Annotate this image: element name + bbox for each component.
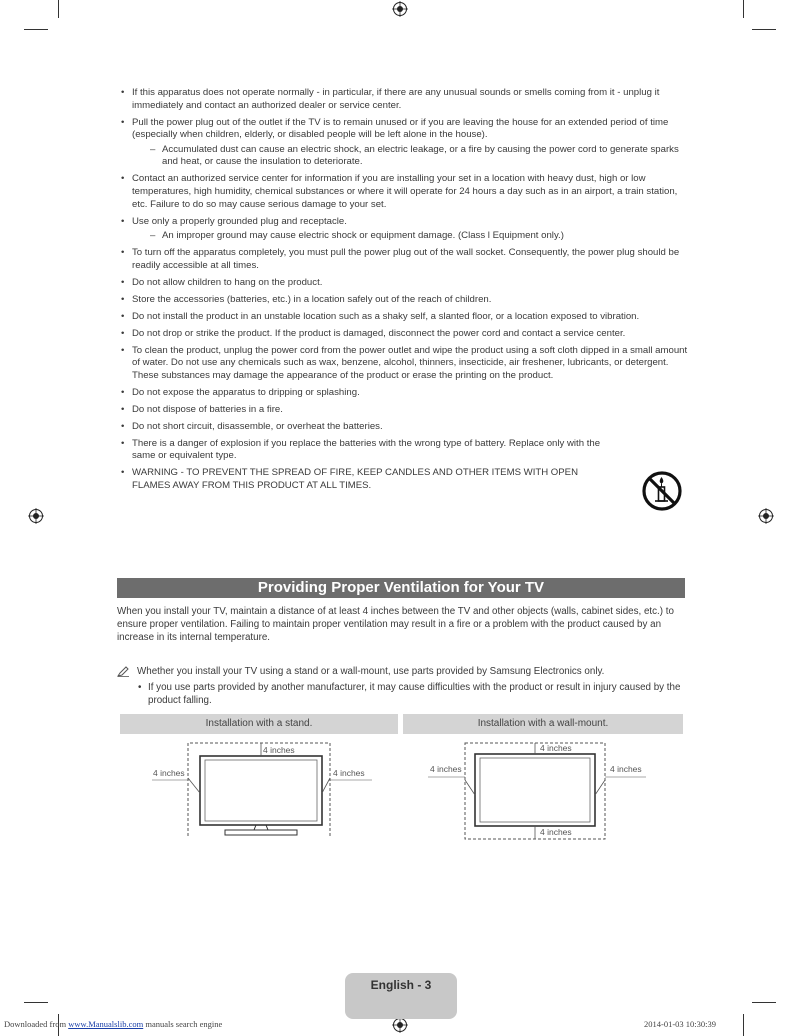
safety-instructions <box>118 87 688 497</box>
crop-mark <box>752 1002 776 1003</box>
bullet-item: • Contact an authorized service center for information if you are installing your set in a location with heavy dust, high or low temperatures, high humidity, chemical substances or where it will operate for 24 hours a day such as in an airport, a train station, etc. Failure to do so may cause serious damage to your set. <box>118 173 688 211</box>
bullet-item: • Do not install the product in an unstable location such as a shaky self, a slanted floor, or a location exposed to vibration. <box>118 311 688 324</box>
note-line: Whether you install your TV using a stand or a wall-mount, use parts provided by Samsung Electronics only. <box>117 665 689 678</box>
manualslib-link[interactable]: www.Manualslib.com <box>68 1019 144 1029</box>
bullet-item: • Pull the power plug out of the outlet if the TV is to remain unused or if you are leaving the house for an extended period of time (especially when children, elderly, or disabled people will be left alone in the house). – Accumulated dust can cause an electric shock, an electric leakage, or a fire by causing the power cord to generate sparks and heat, or cause the insulation to deteriorate. <box>118 117 688 169</box>
crop-mark <box>58 0 59 18</box>
wall-bottom-clearance-label: 4 inches <box>540 827 572 837</box>
wall-diagram-header: Installation with a wall-mount. <box>403 714 683 734</box>
bullet-item: • Use only a properly grounded plug and receptacle. – An improper ground may cause electric shock or equipment damage. (Class l Equipment only.) <box>118 216 688 243</box>
sub-item: – Accumulated dust can cause an electric shock, an electric leakage, or a fire by causing the power cord to generate sparks and heat, or cause the insulation to deteriorate. <box>132 144 688 169</box>
crop-mark <box>752 29 776 30</box>
bullet-item: • Do not drop or strike the product. If the product is damaged, disconnect the power cord and contact a service center. <box>118 328 688 341</box>
section-title: Providing Proper Ventilation for Your TV <box>117 578 685 598</box>
wall-installation-diagram <box>426 740 658 840</box>
bullet-item: • Store the accessories (batteries, etc.) in a location safely out of the reach of children. <box>118 294 688 307</box>
registration-mark-icon <box>392 1 408 17</box>
bullet-item: • If this apparatus does not operate normally - in particular, if there are any unusual sounds or smells coming from it - unplug it immediately and contact an authorized dealer or service center. <box>118 87 688 112</box>
page-number-tab: English - 3 <box>345 973 457 1019</box>
registration-mark-icon <box>392 1017 408 1033</box>
crop-mark <box>743 1014 744 1036</box>
bullet-item-warning: • WARNING - TO PREVENT THE SPREAD OF FIRE, KEEP CANDLES AND OTHER ITEMS WITH OPEN FLAMES AWAY FROM THIS PRODUCT AT ALL TIMES. <box>118 467 612 492</box>
note-block <box>117 665 689 707</box>
bullet-item: • To clean the product, unplug the power cord from the power outlet and wipe the product using a soft cloth dipped in a small amount of water. Do not use any chemicals such as wax, benzene, alcohol, thinners, insecticide, air freshener, lubricants, or detergent. These substances may damage the appearance of the product or erase the printing on the product. <box>118 345 688 383</box>
bullet-item: • Do not short circuit, disassemble, or overheat the batteries. <box>118 421 688 434</box>
sub-item: – An improper ground may cause electric shock or equipment damage. (Class l Equipment only.) <box>132 230 688 243</box>
print-timestamp: 2014-01-03 10:30:39 <box>644 1019 717 1029</box>
section-intro: When you install your TV, maintain a distance of at least 4 inches between the TV and other objects (walls, cabinet sides, etc.) to ensure proper ventilation. Failing to maintain proper ventilation may result in a fire or a problem with the product caused by an increase in its internal temperature. <box>117 606 674 643</box>
bullet-item: • Do not allow children to hang on the product. <box>118 277 688 290</box>
bullet-item: • Do not expose the apparatus to dripping or splashing. <box>118 387 688 400</box>
bullet-item: • Do not dispose of batteries in a fire. <box>118 404 688 417</box>
crop-mark <box>24 29 48 30</box>
crop-mark <box>743 0 744 18</box>
bullet-item: • There is a danger of explosion if you replace the batteries with the wrong type of battery. Replace only with the same or equivalent type. <box>118 438 612 463</box>
stand-left-clearance-label: 4 inches <box>153 768 185 778</box>
stand-right-clearance-label: 4 inches <box>333 768 365 778</box>
registration-mark-icon <box>758 508 774 524</box>
bullet-item: • To turn off the apparatus completely, you must pull the power plug out of the wall socket. Consequently, the power plug should be readily accessible at all times. <box>118 247 688 272</box>
registration-mark-icon <box>28 508 44 524</box>
stand-diagram-header: Installation with a stand. <box>120 714 398 734</box>
wall-top-clearance-label: 4 inches <box>540 743 572 753</box>
wall-right-clearance-label: 4 inches <box>610 764 642 774</box>
crop-mark <box>24 1002 48 1003</box>
no-open-flame-icon <box>641 470 683 512</box>
note-pencil-icon <box>117 666 130 677</box>
wall-left-clearance-label: 4 inches <box>430 764 462 774</box>
download-notice: Downloaded from www.Manualslib.com manuals search engine <box>4 1019 223 1029</box>
stand-top-clearance-label: 4 inches <box>263 745 295 755</box>
note-sub-item: • If you use parts provided by another manufacturer, it may cause difficulties with the product or result in injury caused by the product falling. <box>117 681 689 707</box>
